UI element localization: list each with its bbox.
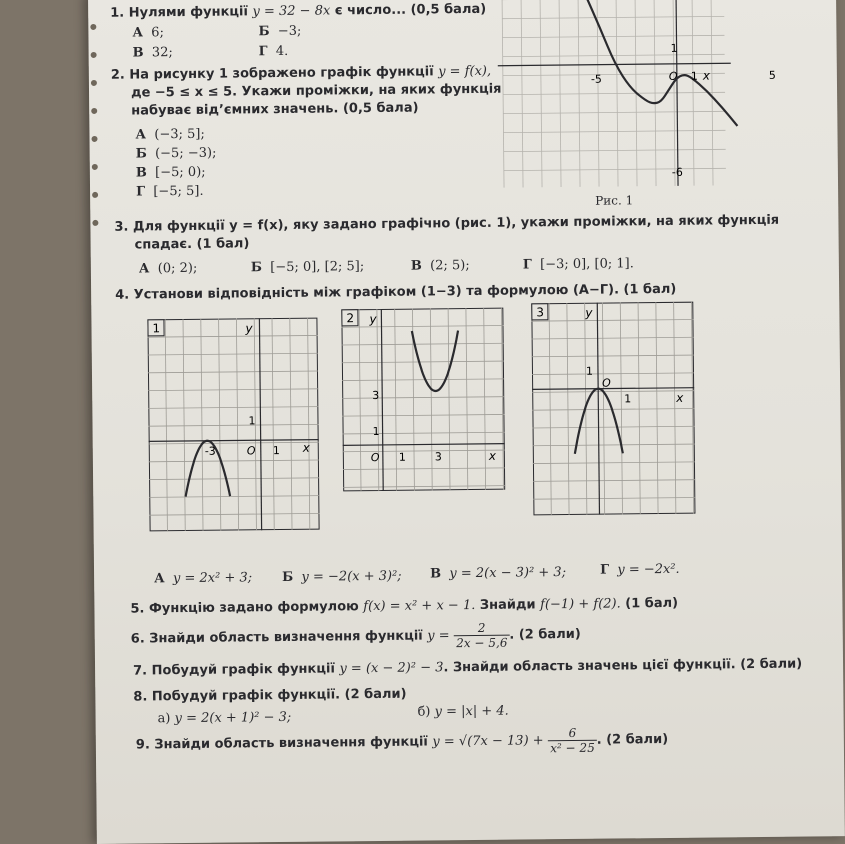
graph-1-y-label: y [245, 321, 253, 336]
q5-formula2: f(−1) + f(2). [540, 596, 621, 613]
graph-1-y-one: 1 [248, 414, 256, 428]
graph-2-number: 2 [346, 311, 355, 326]
graph-3-origin: O [602, 376, 611, 390]
q7-formula: y = (x − 2)² − 3 [339, 660, 444, 677]
q1-option-a[interactable]: А 6; [132, 25, 165, 41]
figure-1-x-axis [498, 63, 731, 65]
graph-3-x-one: 1 [624, 392, 632, 406]
q1-option-b[interactable]: Б −3; [258, 23, 302, 40]
q1-option-c[interactable]: В 32; [132, 45, 173, 61]
figure-1-origin: O [668, 69, 678, 83]
graph-1-y-axis [259, 318, 261, 530]
q2-line2: де −5 ≤ x ≤ 5. Укажи проміжки, на яких функція [130, 81, 502, 101]
figure-1-x-one: 1 [690, 69, 698, 83]
graph-2 [341, 308, 505, 492]
graph-3-number: 3 [536, 305, 545, 320]
graph-2-origin: O [370, 450, 380, 465]
graph-2-y-label: y [369, 311, 377, 327]
graph-2-x-label: x [488, 448, 497, 463]
graph-1-x-one: 1 [272, 444, 280, 458]
q1-line [110, 2, 486, 22]
q9-line: 9. Знайди область визначення функції y = √(7x − 13) + $\frac{6}{\text{x² − 25}}$ . (2 бали) [135, 725, 669, 756]
q2-formula: y = f(x), [438, 63, 492, 80]
q4-line: 4. Установи відповідність між графіком (1−3) та формулою (А−Г). (1 бал) [115, 281, 677, 303]
q3-option-a[interactable]: А (0; 2); [138, 260, 198, 277]
figure-1-minus-six: -6 [671, 165, 683, 179]
graph-1-minus-three: -3 [204, 444, 216, 458]
q9-fraction: $\frac{6}{\text{x² − 25}}$ [548, 726, 597, 756]
q4-option-d[interactable]: Г y = −2x². [599, 561, 680, 578]
q2-option-a[interactable]: А (−3; 5]; [135, 126, 205, 143]
q1-tail: є число... (0,5 бала) [334, 1, 487, 19]
q1-option-d[interactable]: Г 4. [258, 43, 289, 60]
q4-option-a[interactable]: А y = 2x² + 3; [154, 570, 253, 587]
q2-line3: набуває від’ємних значень. (0,5 бала) [131, 100, 419, 119]
graph-1-x-label: x [302, 440, 310, 455]
q1-number: 1. [110, 5, 125, 21]
q6-fraction: $\frac{2}{2x - 5,6}$ [454, 621, 509, 651]
q6-line: 6. Знайди область визначення функції y = $\frac{2}{2x - 5,6}$ . (2 бали) [130, 620, 581, 651]
graph-2-x-axis [343, 444, 505, 446]
graph-3-x-axis [532, 388, 694, 390]
q8-line: 8. Побудуй графік функції. (2 бали) [133, 686, 407, 705]
q4-option-c[interactable]: В y = 2(x − 3)² + 3; [430, 565, 567, 582]
graph-3-y-axis [597, 303, 599, 515]
q5-formula: f(x) = x² + x − 1. [363, 597, 476, 615]
q2-line1: 2. На рисунку 1 зображено графік функції y = f(x), [110, 63, 492, 83]
q4-option-b[interactable]: Б y = −2(x + 3)²; [282, 568, 402, 585]
graph-3-x-label: x [676, 390, 684, 405]
figure-1-caption: Рис. 1 [595, 193, 634, 208]
q3-line2: спадає. (1 бал) [134, 236, 250, 253]
figure-1-x-label: x [702, 68, 711, 83]
graph-2-y-axis [381, 309, 383, 491]
figure-1-y-one: 1 [670, 41, 678, 55]
worksheet-page [88, 0, 845, 844]
q1-text: Нулями функції [128, 4, 249, 21]
q8-part-b: б) y = |x| + 4. [417, 703, 509, 720]
figure-1-graph [492, 0, 776, 195]
graph-3-y-label: y [585, 305, 593, 320]
graph-1-x-axis [149, 440, 319, 442]
graph-1-number: 1 [152, 321, 161, 336]
q2-option-c[interactable]: В [−5; 0); [135, 164, 206, 181]
graph-2-y-three: 3 [372, 388, 380, 403]
graph-3 [531, 302, 695, 516]
figure-1-five: 5 [768, 68, 776, 82]
graph-1-origin: O [246, 444, 256, 458]
q3-line1: 3. Для функції y = f(x), яку задано графічно (рис. 1), укажи проміжки, на яких функція [114, 212, 780, 235]
graph-2-x-three: 3 [434, 450, 442, 464]
q2-option-b[interactable]: Б (−5; −3); [135, 145, 217, 162]
graph-3-y-one: 1 [585, 364, 594, 378]
graph-1 [147, 318, 319, 532]
q7-line: 7. Побудуй графік функції y = (x − 2)² − 3. Знайди область значень цієї функції. (2 бали) [133, 656, 803, 679]
q3-option-b[interactable]: Б [−5; 0], [2; 5]; [250, 259, 365, 276]
q2-option-d[interactable]: Г [−5; 5]. [135, 183, 204, 200]
q3-option-c[interactable]: В (2; 5); [410, 258, 470, 274]
figure-1-minus-five: -5 [590, 72, 602, 86]
graph-2-y-one: 1 [372, 424, 380, 439]
figure-1-grid [502, 0, 726, 188]
q3-option-d[interactable]: Г [−3; 0], [0; 1]. [522, 256, 634, 273]
graph-2-curve [412, 331, 459, 392]
q5-line: 5. Функцію задано формулою f(x) = x² + x − 1. Знайди f(−1) + f(2). (1 бал) [130, 595, 679, 617]
graph-2-x-one: 1 [398, 450, 406, 464]
q8-part-a: а) y = 2(x + 1)² − 3; [157, 709, 292, 727]
q1-formula: y = 32 − 8x [252, 3, 331, 20]
